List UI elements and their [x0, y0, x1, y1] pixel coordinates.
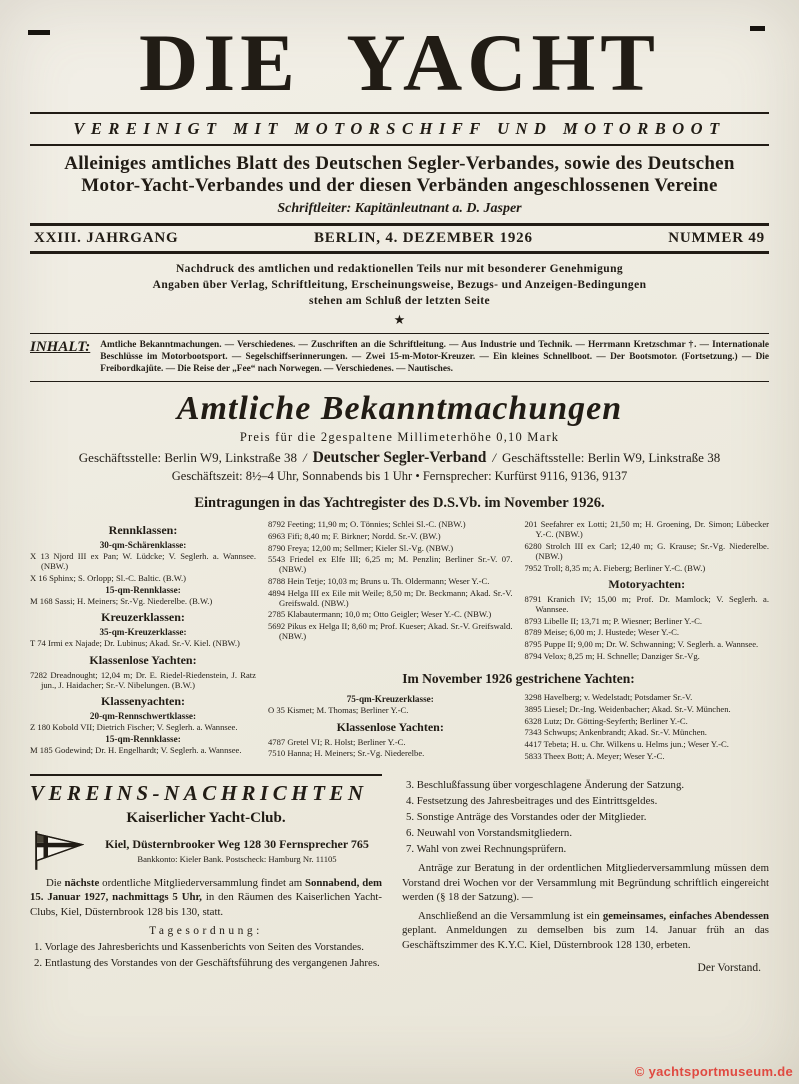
club-header	[30, 829, 382, 871]
amtliche-section	[30, 390, 769, 484]
agenda-item: 1. Vorlage des Jahresberichts und Kassenberichts von Seiten des Vorstandes.	[34, 940, 364, 953]
club-name: Kaiserlicher Yacht-Club.	[126, 810, 286, 827]
register-block: 201 Seefahrer ex Lotti; 21,50 m; H. Groening, Dr. Simon; Lübecker Y.-C. (NBW.)	[524, 519, 769, 540]
register-block: 75-qm-Kreuzerklasse:	[346, 694, 434, 705]
paragraph-segment: nächste	[64, 877, 100, 890]
register-block: 8793 Libelle II; 13,71 m; P. Wiesner; Berliner Y.-C.	[524, 615, 703, 626]
reprint-notice	[30, 254, 769, 311]
register-upper-columns	[268, 519, 769, 662]
register-block: 3298 Havelberg; v. Wedelstadt; Potsdamer Sr.-V.	[524, 692, 693, 703]
register-block: 2785 Klabautermann; 10,0 m; Otto Geigler; Weser Y.-C. (NBW.)	[268, 609, 492, 620]
register-block: Klassenlose Yachten:	[336, 719, 444, 734]
register-block: 6963 Fifi; 8,40 m; F. Birkner; Nordd. Sr.-V. (BW.)	[268, 530, 441, 541]
scan-mark-right	[750, 26, 765, 31]
organization-name: Deutscher Segler-Verband	[312, 449, 487, 467]
table-of-contents	[30, 334, 769, 381]
struck-columns	[268, 692, 769, 762]
register-block: Rennklassen:	[108, 523, 178, 538]
club-address: Kiel, Düsternbrooker Weg 128 30 Fernsprecher 765	[105, 836, 369, 851]
agenda-item: 3. Beschlußfassung über vorgeschlagene Änderung der Satzung.	[406, 779, 685, 792]
separator: /	[302, 450, 307, 466]
notice-line3: stehen am Schluß der letzten Seite	[308, 295, 491, 307]
scan-mark-left	[28, 30, 50, 35]
agenda-label: Tagesordnung:	[149, 924, 263, 937]
agenda-items-left	[30, 940, 382, 970]
register-block: 8788 Hein Tetje; 10,03 m; Bruns u. Th. Oldermann; Weser Y.-C.	[268, 576, 490, 587]
register-block: 7343 Schwups; Ankenbrandt; Akad. Sr.-V. München.	[524, 727, 707, 738]
agenda-item: 7. Wahl von zwei Rechnungsprüfern.	[406, 843, 567, 856]
inhalt-text: Amtliche Bekanntmachungen. — Verschiedenes. — Zuschriften an die Schriftleitung. — Aus Industrie und Technik. — Herrmann Kretzschmar †. — Internationale Beschlüsse im Motorbootsport. — Segelschiffserinnerungen. — Zwei 15-m-Motor-Kreuzer. — Ein kleines Schnellboot. — Der Bootsmotor. (Fortsetzung.) — Die Freibordkajüte. — Die Reise der „Fee“ nach Norwegen. — Verschiedenes. — Nautisches.	[100, 340, 769, 375]
meeting-paragraph	[30, 876, 382, 919]
vereins-right-column	[402, 774, 769, 974]
volume-label: XXIII. JAHRGANG	[34, 229, 179, 246]
subtitle-line2: Motor-Yacht-Verbandes und der diesen Verbänden angeschlossenen Vereine	[81, 175, 718, 197]
register-block: Klassenlose Yachten:	[89, 652, 197, 667]
register-block: 8791 Kranich IV; 15,00 m; Prof. Dr. Mamlock; V. Seglerh. a. Wannsee.	[524, 594, 769, 615]
register-block: 15-qm-Rennklasse:	[105, 733, 181, 744]
agenda-item: 2. Entlastung des Vorstandes von der Geschäftsführung des vergangenen Jahres.	[34, 957, 380, 969]
register-block: 35-qm-Kreuzerklasse:	[99, 627, 187, 638]
struck-right-column	[525, 692, 770, 762]
vereins-left-column	[30, 774, 382, 974]
rule	[30, 774, 382, 776]
paragraph-segment: Die	[46, 877, 65, 890]
register-block: Z 180 Kobold VII; Dietrich Fischer; V. Seglerh. a. Wannsee.	[30, 721, 238, 732]
union-line: VEREINIGT MIT MOTORSCHIFF UND MOTORBOOT	[30, 112, 769, 146]
watermark: © yachtsportmuseum.de	[634, 1064, 793, 1079]
register-block: 7510 Hanna; H. Meiners; Sr.-Vg. Niederelbe.	[268, 748, 425, 759]
register-block: 7952 Troll; 8,35 m; A. Fieberg; Berliner Y.-C. (BW.)	[524, 562, 706, 573]
register-right-column	[525, 519, 770, 662]
register-block: X 16 Sphinx; S. Orlopp; Sl.-C. Baltic. (B.W.)	[30, 573, 187, 584]
register-block: M 168 Sassi; H. Meiners; Sr.-Vg. Niederelbe. (B.W.)	[30, 596, 213, 607]
separator: /	[492, 450, 497, 466]
office-line	[30, 449, 769, 467]
agenda-item: 6. Neuwahl von Vorstandsmitgliedern.	[406, 827, 573, 840]
register-block: 4894 Helga III ex Eile mit Weile; 8,50 m; Dr. Beckmann; Akad. Sr.-V. Greifswald. (NBW.)	[268, 587, 513, 608]
notice-line1: Nachdruck des amtlichen und redaktionellen Teils nur mit besonderer Genehmigung	[175, 262, 624, 275]
register-block: 8789 Meise; 6,00 m; J. Hustede; Weser Y.-C.	[524, 627, 680, 638]
register-block: 8790 Freya; 12,00 m; Sellmer; Kieler Sl.-Vg. (NBW.)	[268, 542, 454, 553]
agenda-item: 4. Festsetzung des Jahresbeitrages und des Eintrittsgeldes.	[406, 795, 658, 808]
rule	[30, 381, 769, 382]
bank-line: Bankkonto: Kieler Bank. Postscheck: Hamburg Nr. 11105	[137, 853, 337, 864]
subtitle-line1: Alleiniges amtliches Blatt des Deutschen Segler-Verbandes, sowie des Deutschen	[64, 153, 735, 174]
paragraph-segment: ordentliche Mitgliederversammlung findet am	[99, 877, 305, 890]
register-block: 3895 Liesel; Dr.-Ing. Weidenbacher; Akad. Sr.-V. München.	[524, 704, 731, 715]
office-left: Geschäftsstelle: Berlin W9, Linkstraße 38	[78, 450, 297, 466]
register-block: 6328 Lutz; Dr. Götting-Seyferth; Berliner Y.-C.	[524, 715, 688, 726]
club-burgee-icon	[30, 829, 84, 871]
agenda-items-right	[402, 778, 769, 856]
register-block: 20-qm-Rennschwertklasse:	[89, 710, 197, 721]
register-block: T 74 Irmi ex Najade; Dr. Lubinus; Akad. Sr.-V. Kiel. (NBW.)	[30, 638, 240, 649]
vereins-title: VEREINS-NACHRICHTEN	[30, 781, 368, 806]
register-block: Kreuzerklassen:	[101, 610, 185, 625]
paragraph-segment: geplant. Anmeldungen zu demselben bis zum 14. Januar früh an das Geschäftszimmer des K.Y.C. Kiel, Düsternbrook 128 130, erbeten.	[402, 924, 769, 951]
subtitle	[30, 153, 769, 198]
price-line: Preis für die 2gespaltene Millimeterhöhe 0,10 Mark	[239, 430, 560, 445]
masthead	[30, 17, 769, 254]
editor-line: Schriftleiter: Kapitänleutnant a. D. Jasper	[277, 200, 522, 216]
register-block: X 13 Njord III ex Pan; W. Lüdcke; V. Seglerh. a. Wannsee. (NBW.)	[30, 551, 256, 572]
register-block: 4787 Gretel VI; R. Holst; Berliner Y.-C.	[268, 736, 406, 747]
register-block: M 185 Godewind; Dr. H. Engelhardt; V. Seglerh. a. Wannsee.	[30, 744, 242, 755]
register-middle-column	[268, 519, 513, 662]
office-right: Geschäftsstelle: Berlin W9, Linkstraße 38	[502, 450, 721, 466]
issue-date: BERLIN, 4. DEZEMBER 1926	[313, 229, 533, 246]
signature: Der Vorstand.	[697, 961, 761, 974]
register-block: 5543 Friedel ex Elfe III; 6,25 m; M. Penzlin; Berliner Sr.-V. 07. (NBW.)	[268, 554, 513, 575]
issue-number: NUMMER 49	[668, 229, 765, 246]
register-block: 8795 Puppe II; 9,00 m; Dr. W. Schwanning; V. Seglerh. a. Wannsee.	[524, 639, 759, 650]
register-block: 7282 Dreadnought; 12,04 m; Dr. E. Riedel-Riedenstein, J. Ratz jun., J. Haidacher; Sr.-V. Nibelungen. (B.W.)	[30, 669, 256, 690]
star-ornament-icon: ★	[393, 312, 406, 328]
register-block: O 35 Kismet; M. Thomas; Berliner Y.-C.	[268, 705, 409, 716]
struck-yachts-title: Im November 1926 gestrichene Yachten:	[402, 671, 635, 687]
yacht-register	[30, 519, 769, 762]
vereins-nachrichten-section	[30, 774, 769, 974]
paragraph-segment: Sonnabend, dem 15. Januar 1927, nachmittags 5 Uhr,	[30, 877, 382, 904]
inhalt-label: INHALT:	[30, 339, 91, 356]
register-block: 8792 Feeting; 11,90 m; O. Tönnies; Schlei Sl.-C. (NBW.)	[268, 519, 466, 530]
paragraph-segment: in den Räumen des Kaiserlichen Yacht-Clubs, Kiel, Düsternbrook 128 bis 130, statt.	[30, 891, 382, 918]
register-right-area	[268, 519, 769, 762]
struck-middle-column	[268, 692, 513, 762]
register-left-column	[30, 519, 256, 762]
register-block: 8794 Velox; 8,25 m; H. Schnelle; Danziger Sr.-Vg.	[524, 650, 700, 661]
register-title: Eintragungen in das Yachtregister des D.S.Vb. im November 1926.	[194, 495, 605, 512]
register-block: 15-qm-Rennklasse:	[105, 585, 181, 596]
register-block: Klassenyachten:	[101, 693, 185, 708]
register-block: 4417 Tebeta; H. u. Chr. Wilkens u. Helms jun.; Weser Y.-C.	[524, 738, 729, 749]
issue-row	[30, 226, 769, 251]
register-block: 5833 Theex Bott; A. Meyer; Weser Y.-C.	[524, 750, 665, 761]
register-block: 5692 Pikus ex Helga II; 8,60 m; Prof. Kueser; Akad. Sr.-V. Greifswald. (NBW.)	[268, 621, 513, 642]
register-block: 6280 Strolch III ex Carl; 12,40 m; G. Krause; Sr.-Vg. Niederelbe. (NBW.)	[524, 541, 769, 562]
magazine-title: DIE YACHT	[139, 17, 660, 108]
agenda-item: 5. Sonstige Anträge des Vorstandes oder der Mitglieder.	[406, 811, 647, 824]
hours-line: Geschäftszeit: 8½–4 Uhr, Sonnabends bis 1 Uhr • Fernsprecher: Kurfürst 9116, 9136, 9137	[171, 469, 628, 484]
paragraph-segment: Anschließend an die Versammlung ist ein	[418, 910, 603, 923]
paragraph-segment: gemeinsames, einfaches Abendessen	[602, 910, 769, 923]
notice-line2: Angaben über Verlag, Schriftleitung, Erscheinungsweise, Bezugs- und Anzeigen-Bedingungen	[152, 278, 647, 291]
section-title: Amtliche Bekanntmachungen	[176, 390, 623, 428]
motions-paragraph: Anträge zur Beratung in der ordentlichen Mitgliederversammlung müssen dem Vorstand drei Wochen vor der Versammlung mit Begründung schriftlich eingereicht werden (§ 18 der Satzung). —	[402, 862, 769, 903]
club-address-block	[92, 837, 382, 864]
register-block: Motoryachten:	[608, 577, 686, 592]
dinner-paragraph	[402, 909, 769, 952]
register-block: 30-qm-Schärenklasse:	[99, 540, 187, 551]
